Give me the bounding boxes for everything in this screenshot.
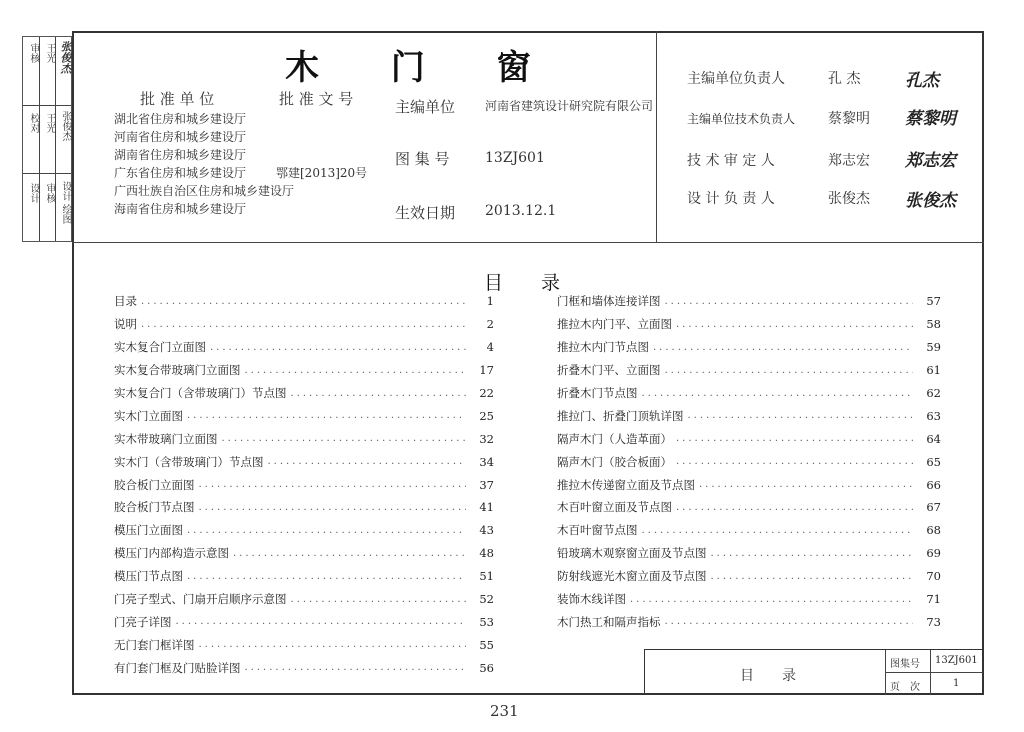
toc-entry-page: 67 [926, 500, 941, 515]
toc-entry-title: 胶合板门节点图 [114, 500, 195, 515]
title-block-atlas-label: 图集号 [890, 659, 920, 670]
toc-entry-page: 73 [926, 614, 941, 629]
side-approval-strip [22, 36, 72, 242]
toc-entry[interactable] [114, 473, 494, 496]
personnel-signature: 蔡黎明 [905, 109, 956, 129]
title-block-page-value: 1 [953, 678, 960, 689]
toc-entry-title: 门亮子详图 [114, 614, 172, 629]
toc-entry-title: 有门套门框及门贴脸详图 [114, 660, 241, 675]
toc-entry[interactable] [557, 404, 941, 427]
toc-entry-title: 无门套门框详图 [114, 637, 195, 652]
toc-entry-title: 实木复合门（含带玻璃门）节点图 [114, 386, 287, 400]
toc-entry[interactable] [557, 336, 941, 359]
toc-entry-page: 64 [926, 431, 941, 446]
toc-entry-title: 模压门节点图 [114, 569, 183, 584]
toc-entry-page: 25 [479, 408, 494, 423]
toc-entry-page: 58 [926, 317, 941, 332]
toc-entry-page: 37 [479, 477, 494, 492]
toc-entry[interactable] [114, 610, 494, 633]
toc-entry[interactable] [557, 610, 941, 633]
toc-entry-page: 17 [479, 363, 494, 378]
toc-entry-title: 门亮子型式、门扇开启顺序示意图 [114, 592, 287, 607]
toc-entry[interactable] [557, 313, 941, 336]
approval-unit: 湖南省住房和城乡建设厅 [114, 148, 247, 162]
atlas-no-label: 图 集 号 [395, 150, 450, 168]
toc-entry[interactable] [114, 404, 494, 427]
personnel-role: 设 计 负 责 人 [687, 191, 775, 207]
toc-entry-page: 1 [486, 294, 494, 309]
toc-entry[interactable] [114, 290, 494, 313]
approval-unit: 海南省住房和城乡建设厅 [114, 202, 247, 216]
toc-entry[interactable] [114, 427, 494, 450]
toc-entry[interactable] [557, 450, 941, 473]
strip-row3-name: 审核 [44, 183, 55, 203]
page-title: 木 门 窗 [285, 48, 561, 88]
toc-entry[interactable] [114, 588, 494, 611]
toc-entry-title: 铅玻璃木观察窗立面及节点图 [557, 546, 707, 561]
chief-unit-label: 主编单位 [395, 98, 456, 116]
toc-entry[interactable] [114, 519, 494, 542]
approval-doc-number: 鄂建[2013]20号 [276, 166, 368, 180]
toc-entry-title: 模压门内部构造示意图 [114, 546, 229, 561]
page-number: 231 [490, 702, 519, 720]
personnel-role: 主编单位负责人 [687, 71, 785, 87]
toc-entry-title: 模压门立面图 [114, 523, 183, 538]
toc-entry[interactable] [557, 588, 941, 611]
toc-entry-title: 木门热工和隔声指标 [557, 614, 661, 629]
strip-row2-name: 王光 [44, 113, 55, 133]
toc-entry-page: 41 [479, 500, 494, 515]
toc-entry-page: 59 [926, 340, 941, 355]
toc-entry-page: 52 [479, 592, 494, 607]
toc-entry-title: 实木带玻璃门立面图 [114, 431, 218, 446]
toc-entry-page: 32 [479, 431, 494, 446]
toc-entry[interactable] [114, 496, 494, 519]
approval-unit: 河南省住房和城乡建设厅 [114, 130, 247, 144]
toc-entry[interactable] [114, 336, 494, 359]
toc-entry-page: 63 [926, 408, 941, 423]
toc-entry[interactable] [557, 290, 941, 313]
toc-entry[interactable] [557, 359, 941, 382]
personnel-name: 蔡黎明 [828, 111, 870, 127]
title-block-page-label: 页 次 [890, 682, 920, 693]
title-block-atlas-value: 13ZJ601 [935, 655, 978, 666]
strip-row3-label: 设计 [28, 183, 39, 203]
toc-left-column [114, 290, 494, 679]
toc-entry-title: 隔声木门（人造革面） [557, 431, 672, 446]
toc-entry-page: 48 [479, 546, 494, 561]
toc-entry-page: 43 [479, 523, 494, 538]
toc-entry-title: 隔声木门（胶合板面） [557, 454, 672, 469]
toc-entry[interactable] [557, 382, 941, 405]
toc-entry-title: 防射线遮光木窗立面及节点图 [557, 569, 707, 584]
toc-entry-page: 4 [486, 340, 494, 355]
toc-entry[interactable] [114, 450, 494, 473]
toc-entry[interactable] [114, 359, 494, 382]
toc-entry-page: 69 [926, 546, 941, 561]
toc-entry[interactable] [114, 313, 494, 336]
toc-entry-page: 57 [926, 294, 941, 309]
toc-entry-page: 62 [926, 386, 941, 400]
toc-entry-title: 说明 [114, 317, 137, 332]
effective-date-label: 生效日期 [395, 204, 456, 222]
toc-entry[interactable] [557, 519, 941, 542]
toc-entry-page: 34 [479, 454, 494, 469]
strip-row1-label: 审核 [28, 43, 39, 63]
toc-entry-title: 折叠木门平、立面图 [557, 363, 661, 378]
title-block-name: 目 录 [740, 668, 796, 684]
title-block [644, 649, 984, 695]
toc-entry-title: 推拉门、折叠门顶轨详图 [557, 408, 684, 423]
approval-units-list [114, 110, 294, 218]
toc-entry[interactable] [114, 542, 494, 565]
toc-entry-title: 实木复合带玻璃门立面图 [114, 363, 241, 378]
strip-row1-name: 王光 [44, 43, 55, 63]
toc-entry[interactable] [557, 565, 941, 588]
toc-entry[interactable] [557, 427, 941, 450]
strip-row2-signature: 张俊杰 [60, 111, 71, 141]
toc-entry[interactable] [557, 473, 941, 496]
approval-unit-label: 批 准 单 位 [140, 90, 215, 108]
header-divider [72, 242, 984, 243]
toc-right-column [557, 290, 941, 633]
toc-entry-title: 实木门立面图 [114, 408, 183, 423]
toc-entry-title: 装饰木线详图 [557, 592, 626, 607]
header-vertical-divider [656, 31, 657, 242]
toc-entry-title: 胶合板门立面图 [114, 477, 195, 492]
approval-doc-label: 批 准 文 号 [279, 90, 354, 108]
strip-row3-signature: 设计 绘图 [60, 181, 71, 225]
toc-entry-page: 61 [926, 363, 941, 378]
strip-row1-signature: 张俊杰 [59, 41, 72, 74]
toc-entry[interactable] [114, 656, 494, 679]
toc-entry-page: 71 [926, 592, 941, 607]
toc-entry-page: 2 [486, 317, 494, 332]
effective-date-value: 2013.12.1 [485, 203, 557, 219]
atlas-no-value: 13ZJ601 [485, 150, 545, 166]
personnel-name: 张俊杰 [828, 191, 870, 207]
personnel-name: 孔 杰 [828, 71, 861, 87]
toc-entry-page: 68 [926, 523, 941, 538]
toc-entry-page: 51 [479, 569, 494, 584]
toc-entry-title: 实木门（含带玻璃门）节点图 [114, 454, 264, 469]
toc-entry-page: 22 [479, 386, 494, 400]
personnel-signature: 张俊杰 [905, 191, 956, 211]
toc-entry-title: 推拉木传递窗立面及节点图 [557, 477, 695, 492]
personnel-role: 技 术 审 定 人 [687, 153, 775, 169]
toc-entry-title: 门框和墙体连接详图 [557, 294, 661, 309]
toc-entry-title: 推拉木内门节点图 [557, 340, 649, 355]
toc-entry-title: 目录 [114, 294, 137, 309]
toc-entry-page: 70 [926, 569, 941, 584]
toc-entry-title: 实木复合门立面图 [114, 340, 206, 355]
approval-unit: 广西壮族自治区住房和城乡建设厅 [114, 184, 295, 198]
toc-entry-title: 木百叶窗立面及节点图 [557, 500, 672, 515]
toc-entry-title: 木百叶窗节点图 [557, 523, 638, 538]
approval-unit: 广东省住房和城乡建设厅 [114, 166, 247, 180]
toc-entry-page: 56 [479, 660, 494, 675]
toc-entry-title: 折叠木门节点图 [557, 386, 638, 400]
toc-entry-page: 53 [479, 614, 494, 629]
toc-title: 目 录 [484, 272, 561, 294]
toc-entry[interactable] [114, 565, 494, 588]
personnel-signature: 孔杰 [905, 71, 939, 91]
toc-entry-page: 65 [926, 454, 941, 469]
toc-entry[interactable] [557, 496, 941, 519]
personnel-name: 郑志宏 [828, 153, 870, 169]
personnel-role: 主编单位技术负责人 [687, 112, 796, 126]
personnel-signature: 郑志宏 [905, 151, 956, 171]
chief-unit-value: 河南省建筑设计研究院有限公司 [485, 99, 654, 113]
toc-entry[interactable] [114, 382, 494, 405]
toc-entry-page: 55 [479, 637, 494, 652]
toc-entry[interactable] [114, 633, 494, 656]
approval-unit: 湖北省住房和城乡建设厅 [114, 112, 247, 126]
toc-entry[interactable] [557, 542, 941, 565]
strip-row2-label: 校对 [28, 113, 39, 133]
toc-entry-page: 66 [926, 477, 941, 492]
toc-entry-title: 推拉木内门平、立面图 [557, 317, 672, 332]
